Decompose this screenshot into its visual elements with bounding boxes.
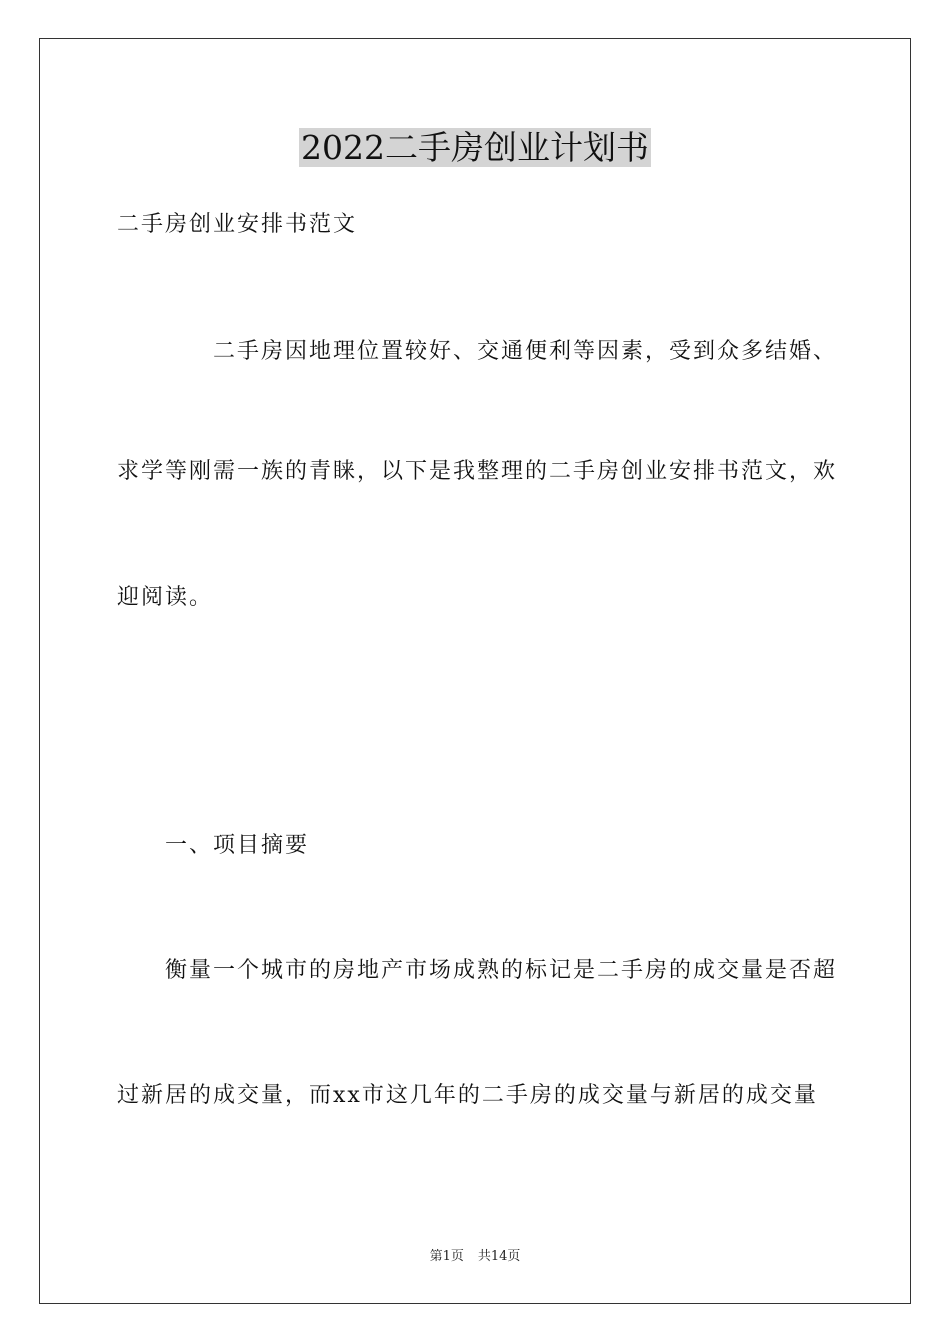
intro-line-3: 迎阅读。 [117,585,214,610]
body-line-2: 过新居的成交量，而xx市这几年的二手房的成交量与新居的成交量 [117,1083,818,1108]
section-heading: 一、项目摘要 [165,833,310,858]
document-title [0,128,950,168]
intro-line-2: 求学等刚需一族的青睐，以下是我整理的二手房创业安排书范文，欢 [117,459,838,484]
intro-line-1: 二手房因地理位置较好、交通便利等因素，受到众多结婚、 [213,339,838,364]
body-line-1: 衡量一个城市的房地产市场成熟的标记是二手房的成交量是否超 [165,958,838,983]
page-total: 共14页 [477,1249,521,1264]
page-number: 第1页 [429,1249,464,1264]
page-footer [0,1248,950,1266]
document-subtitle: 二手房创业安排书范文 [117,212,358,237]
document-title-text: 2022二手房创业计划书 [301,128,649,167]
